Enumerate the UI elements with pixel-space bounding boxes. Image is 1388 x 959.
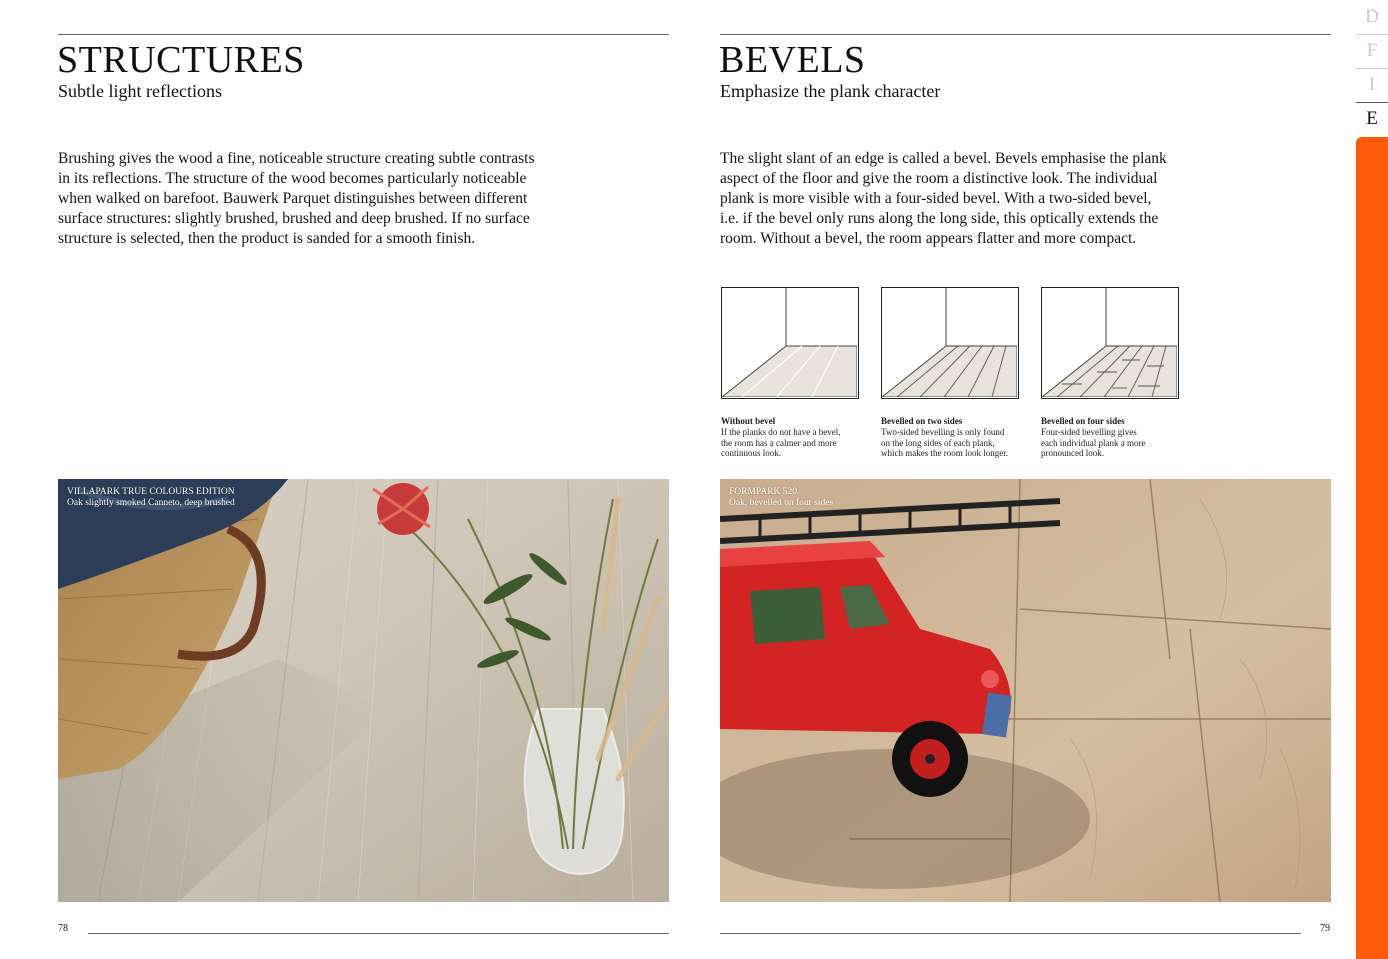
active-language-indicator-bar — [1356, 137, 1388, 959]
right-body-line: i.e. if the bevel only runs along the long side, this optically extends the — [720, 210, 1159, 227]
caption-line: Two-sided bevelling is only found — [881, 427, 1005, 437]
right-body-line: room. Without a bevel, the room appears flatter and more compact. — [720, 230, 1137, 247]
photo-caption-line: Oak slightly smoked Canneto, deep brushed — [67, 498, 235, 508]
photo-caption-line: Oak, bevelled on four sides — [729, 498, 834, 508]
right-body-line: aspect of the floor and give the room a distinctive look. The individual — [720, 170, 1158, 187]
room-two-sided-bevel-icon — [882, 288, 1017, 397]
photo-caption-line: FORMPARK 520 — [729, 487, 798, 497]
caption-line: which makes the room look longer. — [881, 448, 1008, 459]
language-tab-d[interactable]: D — [1365, 6, 1379, 27]
caption-line: the room has a calmer and more — [721, 437, 837, 448]
page-number-left: 78 — [58, 923, 68, 934]
caption-line: If the planks do not have a bevel, — [721, 427, 841, 437]
bevels-photo — [720, 479, 1331, 902]
diagram-without-bevel — [721, 287, 859, 399]
caption-line: pronounced look. — [1041, 448, 1104, 459]
language-tab-i[interactable]: I — [1368, 74, 1376, 95]
photo-caption-line: VILLAPARK TRUE COLOURS EDITION — [67, 487, 235, 497]
bevels-photo-illustration — [720, 479, 1331, 902]
caption-text-two-sided — [881, 427, 1021, 459]
left-top-rule — [58, 34, 669, 35]
caption-title-two-sided: Bevelled on two sides — [881, 416, 963, 426]
left-body-line: surface structures: slightly brushed, brushed and deep brushed. If no surface — [58, 210, 530, 227]
caption-text-four-sided — [1041, 427, 1181, 459]
left-body-line: in its reflections. The structure of the wood becomes particularly noticeable — [58, 170, 527, 187]
left-body-text — [58, 149, 598, 249]
left-body-line: Brushing gives the wood a fine, noticeable structure creating subtle contrasts — [58, 150, 535, 167]
right-top-rule — [720, 34, 1331, 35]
right-body-text — [720, 149, 1220, 249]
right-page-subtitle: Emphasize the plank character — [720, 81, 941, 101]
left-page-title: STRUCTURES — [57, 39, 305, 81]
room-without-bevel-icon — [722, 288, 857, 397]
right-page-title: BEVELS — [719, 39, 866, 81]
bevels-photo-caption — [729, 487, 833, 509]
right-body-line: The slight slant of an edge is called a bevel. Bevels emphasise the plank — [720, 150, 1167, 167]
language-divider — [1356, 102, 1388, 103]
structures-photo-illustration — [58, 479, 669, 902]
room-four-sided-bevel-icon — [1042, 288, 1177, 397]
structures-photo-caption — [67, 487, 235, 509]
diagram-two-sided-bevel — [881, 287, 1019, 399]
right-body-line: plank is more visible with a four-sided bevel. With a two-sided bevel, — [720, 190, 1152, 207]
caption-line: each individual plank a more — [1041, 437, 1146, 448]
language-divider — [1356, 34, 1388, 35]
caption-title-without-bevel: Without bevel — [721, 416, 776, 426]
language-divider — [1356, 68, 1388, 69]
page-number-right: 79 — [1320, 923, 1330, 934]
caption-line: continuous look. — [721, 448, 781, 459]
caption-line: on the long sides of each plank, — [881, 437, 995, 448]
caption-title-four-sided: Bevelled on four sides — [1041, 416, 1125, 426]
language-tab-e[interactable]: E — [1366, 108, 1378, 129]
left-body-line: when walked on barefoot. Bauwerk Parquet distinguishes between different — [58, 190, 528, 207]
language-tab-f[interactable]: F — [1366, 40, 1378, 61]
structures-photo — [58, 479, 669, 902]
left-page-subtitle: Subtle light reflections — [58, 81, 222, 101]
diagram-four-sided-bevel — [1041, 287, 1179, 399]
left-bottom-rule — [88, 933, 669, 934]
caption-text-without-bevel — [721, 427, 861, 459]
left-body-line: structure is selected, then the product is sanded for a smooth finish. — [58, 230, 476, 247]
right-bottom-rule — [720, 933, 1301, 934]
caption-line: Four-sided bevelling gives — [1041, 427, 1137, 437]
